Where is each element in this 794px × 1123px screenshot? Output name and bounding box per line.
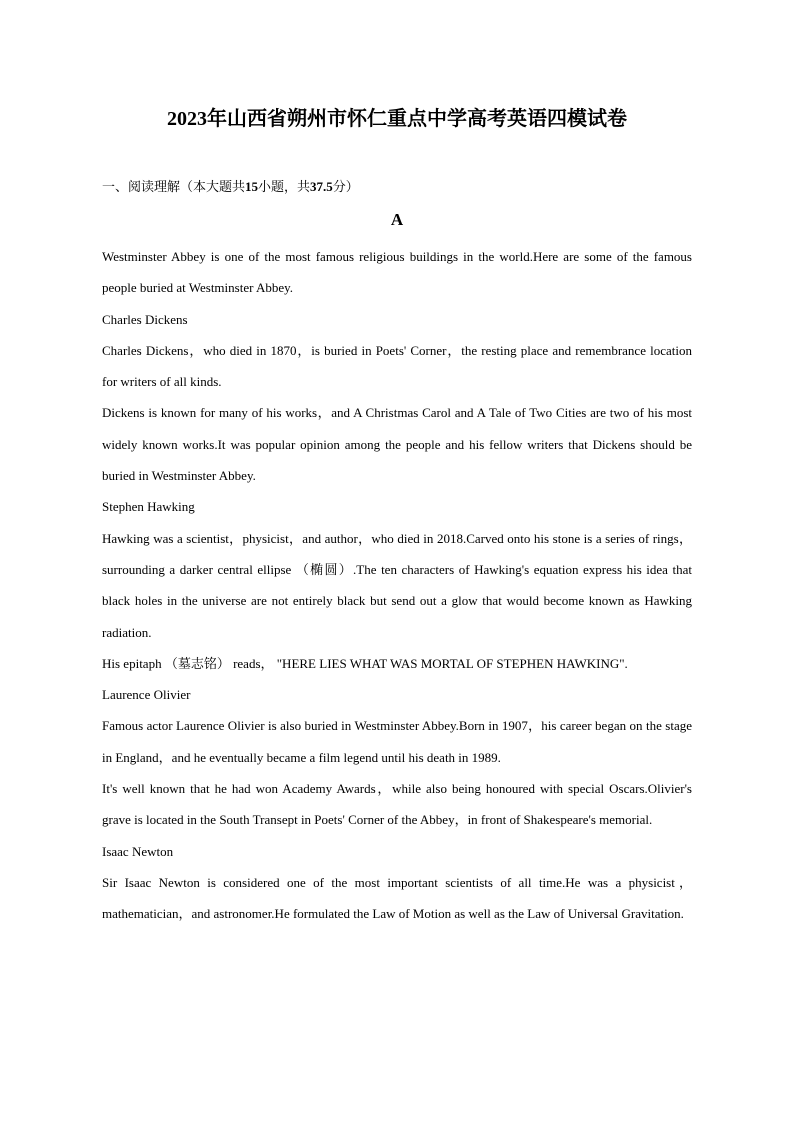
section-heading-middle: 小题，共 xyxy=(258,179,311,194)
section-question-count: 15 xyxy=(245,179,259,194)
paragraph-hawking-epitaph: His epitaph （墓志铭） reads， "HERE LIES WHAT WAS MORTAL OF STEPHEN HAWKING". xyxy=(102,655,628,671)
paragraph-olivier-career: Famous actor Laurence Olivier is also buried in Westminster Abbey.Born in 1907，his career began on the stage in England，and he eventually became a film legend until his death in 1989. xyxy=(102,718,692,765)
paragraph-dickens-burial: Charles Dickens，who died in 1870，is buried in Poets' Corner，the resting place and remembrance location for writers of all kinds. xyxy=(102,342,692,390)
passage-label: A xyxy=(390,210,404,229)
heading-isaac-newton: Isaac Newton xyxy=(102,843,174,859)
section-heading xyxy=(102,176,359,195)
paragraph-dickens-works: Dickens is known for many of his works，and A Christmas Carol and A Tale of Two Cities are two of his most widely known works.It was popular opinion among the people and his fellow writers that Dickens should be buried in Westminster Abbey. xyxy=(102,405,692,484)
section-total-score: 37.5 xyxy=(310,179,333,194)
paragraph-intro: Westminster Abbey is one of the most famous religious buildings in the world.Here are some of the famous people buried at Westminster Abbey. xyxy=(102,249,692,296)
heading-charles-dickens: Charles Dickens xyxy=(102,311,188,327)
paragraph-olivier-awards: It's well known that he had won Academy Awards，while also being honoured with special Oscars.Olivier's grave is located in the South Transept in Poets' Corner of the Abbey，in front of Shakespeare's memorial. xyxy=(102,781,692,828)
section-heading-prefix: 一、阅读理解（本大题共 xyxy=(102,179,246,194)
heading-laurence-olivier: Laurence Olivier xyxy=(102,687,191,703)
section-heading-suffix: 分） xyxy=(332,179,359,194)
paragraph-hawking-stone: Hawking was a scientist，physicist，and author，who died in 2018.Carved onto his stone is a series of rings，surrounding a darker central ellipse （椭圆）.The ten characters of Hawking's equation express his idea that black holes in the universe are not entirely black but send out a glow that would become known as Hawking radiation. xyxy=(102,530,692,640)
heading-stephen-hawking: Stephen Hawking xyxy=(102,499,195,515)
paragraph-newton: Sir Isaac Newton is considered one of the most important scientists of all time.He was a physicist，mathematician，and astronomer.He formulated the Law of Motion as well as the Law of Universal Gravitation. xyxy=(102,874,692,922)
passage-body xyxy=(102,241,692,930)
document-title: 2023年山西省朔州市怀仁重点中学高考英语四模试卷 xyxy=(167,108,627,130)
